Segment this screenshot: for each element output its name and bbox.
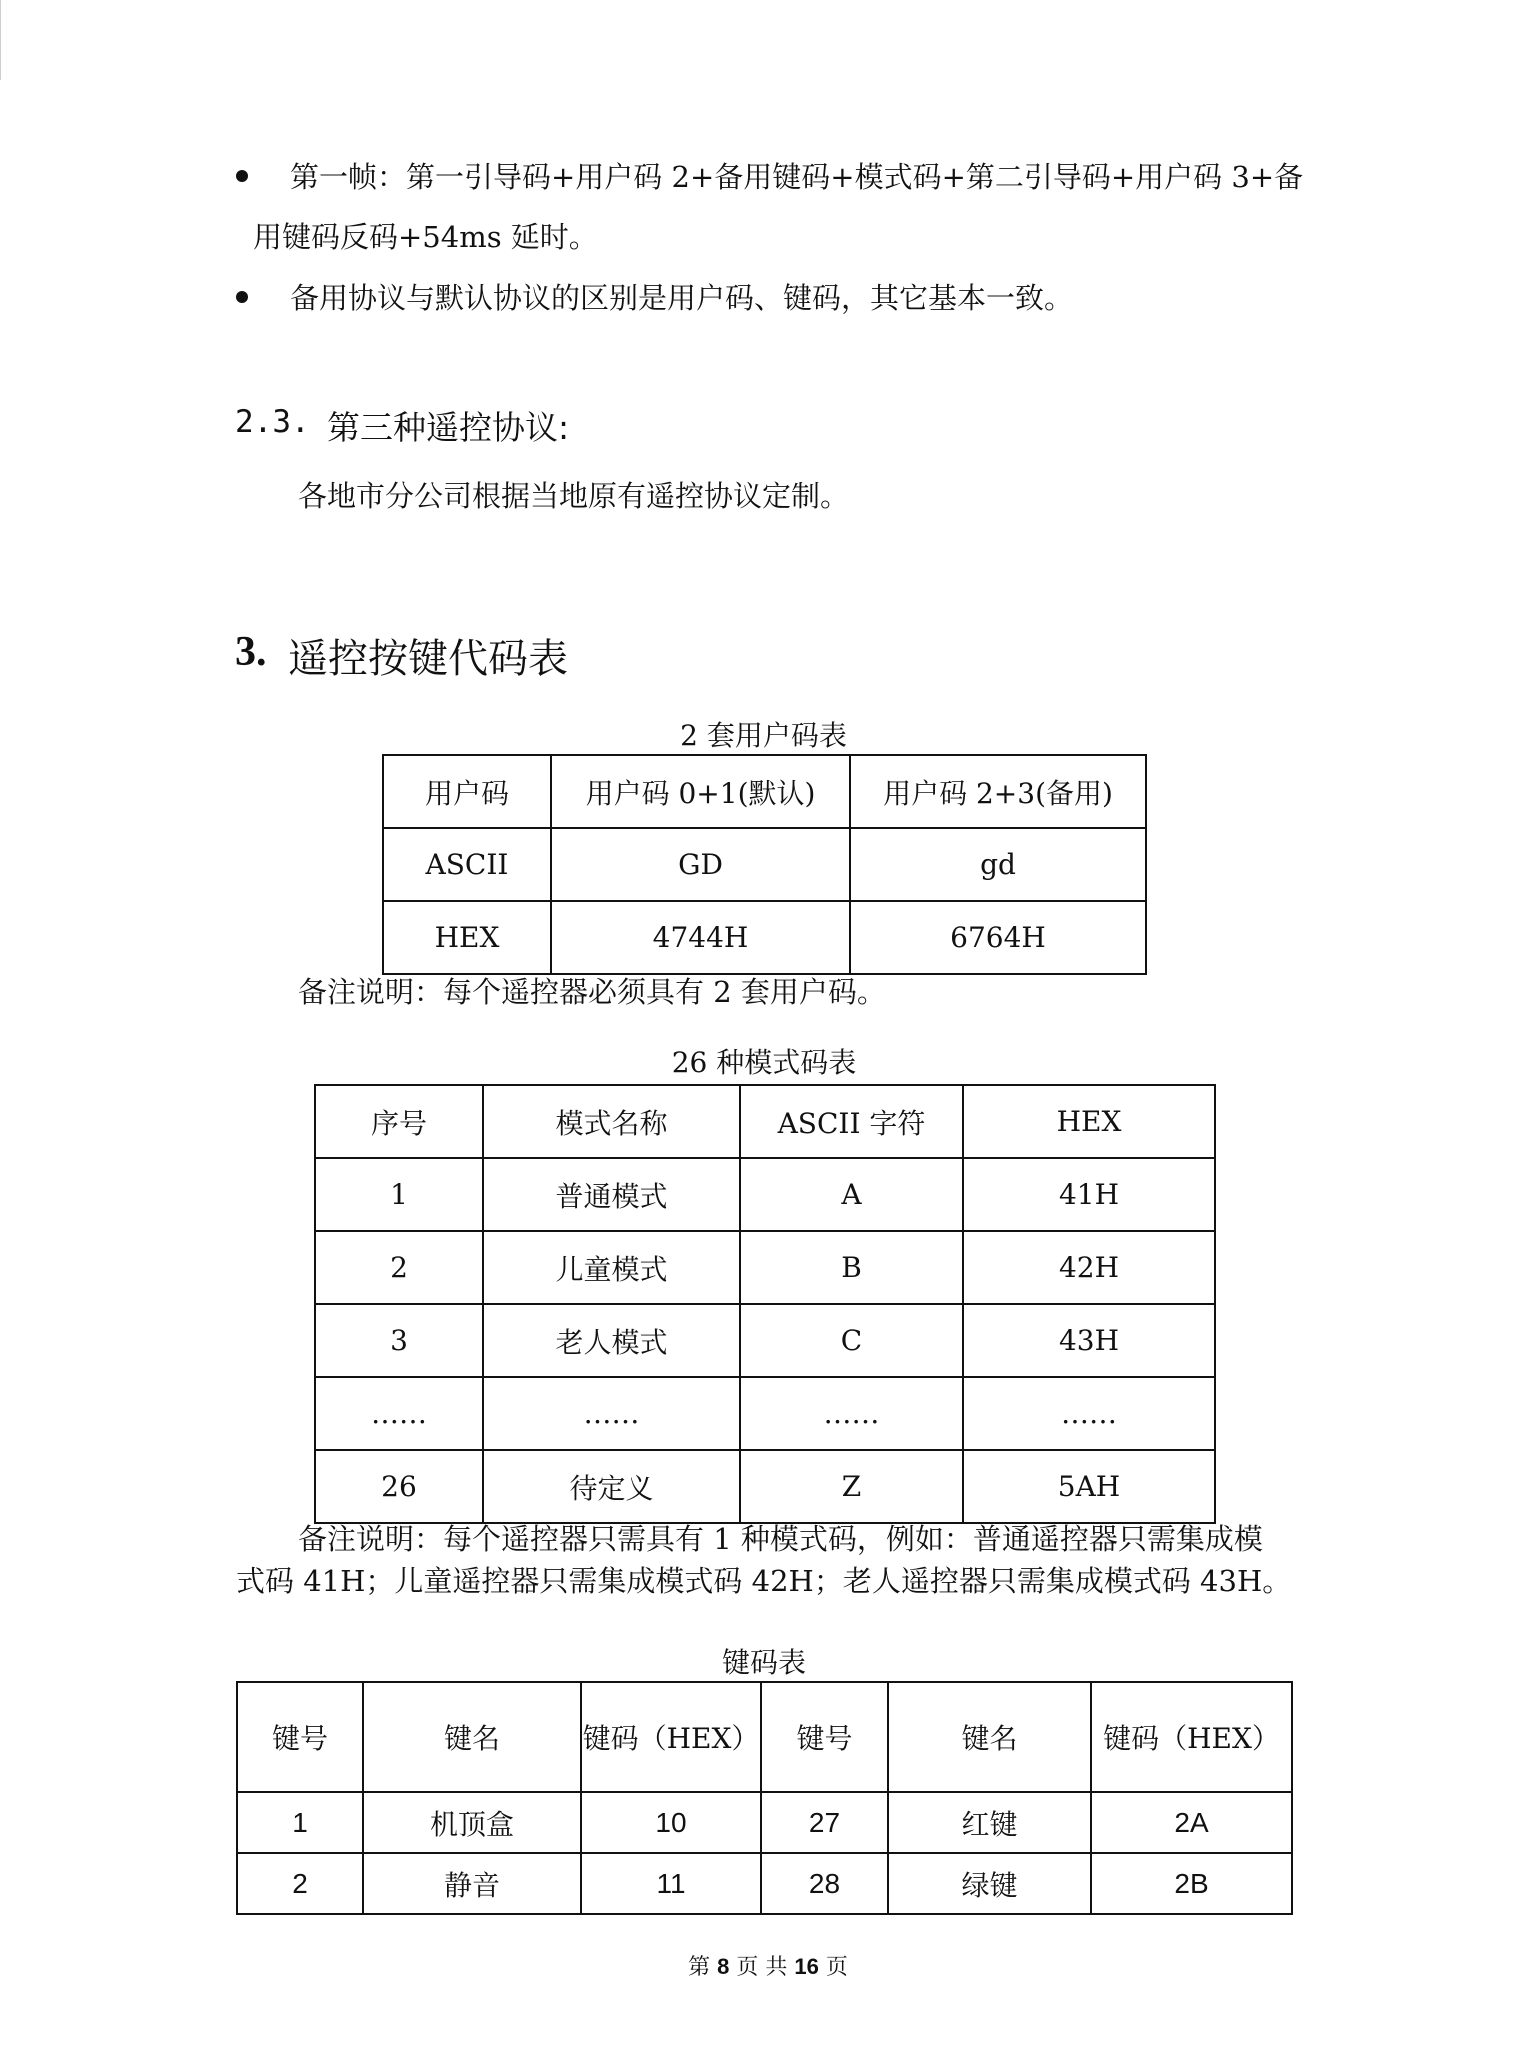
table-cell: 28: [761, 1853, 888, 1914]
table-row: [315, 1085, 1215, 1158]
current-page-number: 8: [717, 1954, 730, 1979]
table-row: [383, 901, 1146, 974]
bullet-1-line-2: 用键码反码+54ms 延时。: [253, 220, 598, 254]
section-3-number: 3.: [235, 629, 267, 675]
table-cell: 41H: [963, 1158, 1215, 1231]
key-code-table: [236, 1681, 1293, 1915]
table-row: [383, 755, 1146, 828]
bullet-1-line-1: 第一帧：第一引导码+用户码 2+备用键码+模式码+第二引导码+用户码 3+备: [290, 160, 1304, 194]
table-cell: ASCII 字符: [740, 1085, 963, 1158]
table-cell: 2A: [1091, 1792, 1292, 1853]
section-2-3-number: 2.3.: [235, 404, 310, 440]
user-code-note: 备注说明：每个遥控器必须具有 2 套用户码。: [298, 975, 886, 1009]
table-cell: 待定义: [483, 1450, 740, 1523]
user-code-table: [382, 754, 1147, 975]
mode-code-table: [314, 1084, 1216, 1524]
table-cell: ……: [483, 1377, 740, 1450]
section-2-3-body: 各地市分公司根据当地原有遥控协议定制。: [298, 479, 850, 513]
table-cell: 42H: [963, 1231, 1215, 1304]
table-cell: 27: [761, 1792, 888, 1853]
table-cell: Z: [740, 1450, 963, 1523]
table-cell: 5AH: [963, 1450, 1215, 1523]
table-header-cell: 键名: [363, 1682, 581, 1792]
table-cell: 用户码 2+3(备用): [850, 755, 1146, 828]
page-footer: [0, 1950, 1536, 1981]
table-cell: HEX: [963, 1085, 1215, 1158]
table-cell: 2B: [1091, 1853, 1292, 1914]
table-cell: ……: [740, 1377, 963, 1450]
table-cell: 机顶盒: [363, 1792, 581, 1853]
table-cell: 用户码: [383, 755, 551, 828]
user-code-table-caption: 2 套用户码表: [680, 719, 847, 752]
bullet-dot: [236, 170, 248, 182]
table-header-cell: 键号: [237, 1682, 363, 1792]
footer-text: 页 共: [736, 1955, 788, 1980]
table-cell: 2: [237, 1853, 363, 1914]
table-cell: ……: [315, 1377, 483, 1450]
table-cell: 1: [315, 1158, 483, 1231]
table-cell: 绿键: [888, 1853, 1091, 1914]
table-header-cell: 键号: [761, 1682, 888, 1792]
section-2-3-title: 第三种遥控协议:: [327, 408, 570, 447]
table-cell: 3: [315, 1304, 483, 1377]
table-cell: 2: [315, 1231, 483, 1304]
table-header-cell: 键码（HEX）: [1091, 1682, 1292, 1792]
table-row: [315, 1377, 1215, 1450]
mode-code-table-caption: 26 种模式码表: [671, 1046, 857, 1079]
table-cell: ASCII: [383, 828, 551, 901]
bullet-dot: [236, 291, 248, 303]
total-page-number: 16: [794, 1954, 819, 1979]
bullet-2-text: 备用协议与默认协议的区别是用户码、键码，其它基本一致。: [290, 281, 1074, 315]
table-header-cell: 键码（HEX）: [581, 1682, 761, 1792]
table-cell: 10: [581, 1792, 761, 1853]
table-row: [237, 1853, 1292, 1914]
table-cell: B: [740, 1231, 963, 1304]
table-cell: 用户码 0+1(默认): [551, 755, 850, 828]
table-row: [237, 1792, 1292, 1853]
table-cell: 模式名称: [483, 1085, 740, 1158]
table-cell: 红键: [888, 1792, 1091, 1853]
table-cell: 老人模式: [483, 1304, 740, 1377]
table-row: [315, 1231, 1215, 1304]
mode-code-note-line-1: 备注说明：每个遥控器只需具有 1 种模式码，例如：普通遥控器只需集成模: [298, 1522, 1263, 1556]
table-row: [315, 1158, 1215, 1231]
table-cell: 11: [581, 1853, 761, 1914]
table-cell: 静音: [363, 1853, 581, 1914]
page-edge-mark: [0, 0, 1, 80]
table-cell: 序号: [315, 1085, 483, 1158]
table-cell: 普通模式: [483, 1158, 740, 1231]
table-cell: 26: [315, 1450, 483, 1523]
table-header-cell: 键名: [888, 1682, 1091, 1792]
table-cell: 43H: [963, 1304, 1215, 1377]
table-header-row: [237, 1682, 1292, 1792]
table-row: [315, 1450, 1215, 1523]
section-3-title: 遥控按键代码表: [288, 636, 568, 682]
table-cell: GD: [551, 828, 850, 901]
table-cell: A: [740, 1158, 963, 1231]
table-cell: 儿童模式: [483, 1231, 740, 1304]
table-cell: 6764H: [850, 901, 1146, 974]
table-row: [383, 828, 1146, 901]
table-cell: HEX: [383, 901, 551, 974]
table-cell: 1: [237, 1792, 363, 1853]
table-cell: C: [740, 1304, 963, 1377]
footer-text: 第: [688, 1955, 711, 1980]
table-cell: ……: [963, 1377, 1215, 1450]
footer-text: 页: [825, 1955, 848, 1980]
table-cell: 4744H: [551, 901, 850, 974]
table-row: [315, 1304, 1215, 1377]
table-cell: gd: [850, 828, 1146, 901]
mode-code-note-line-2: 式码 41H；儿童遥控器只需集成模式码 42H；老人遥控器只需集成模式码 43H。: [236, 1564, 1292, 1598]
key-code-table-caption: 键码表: [721, 1646, 806, 1679]
